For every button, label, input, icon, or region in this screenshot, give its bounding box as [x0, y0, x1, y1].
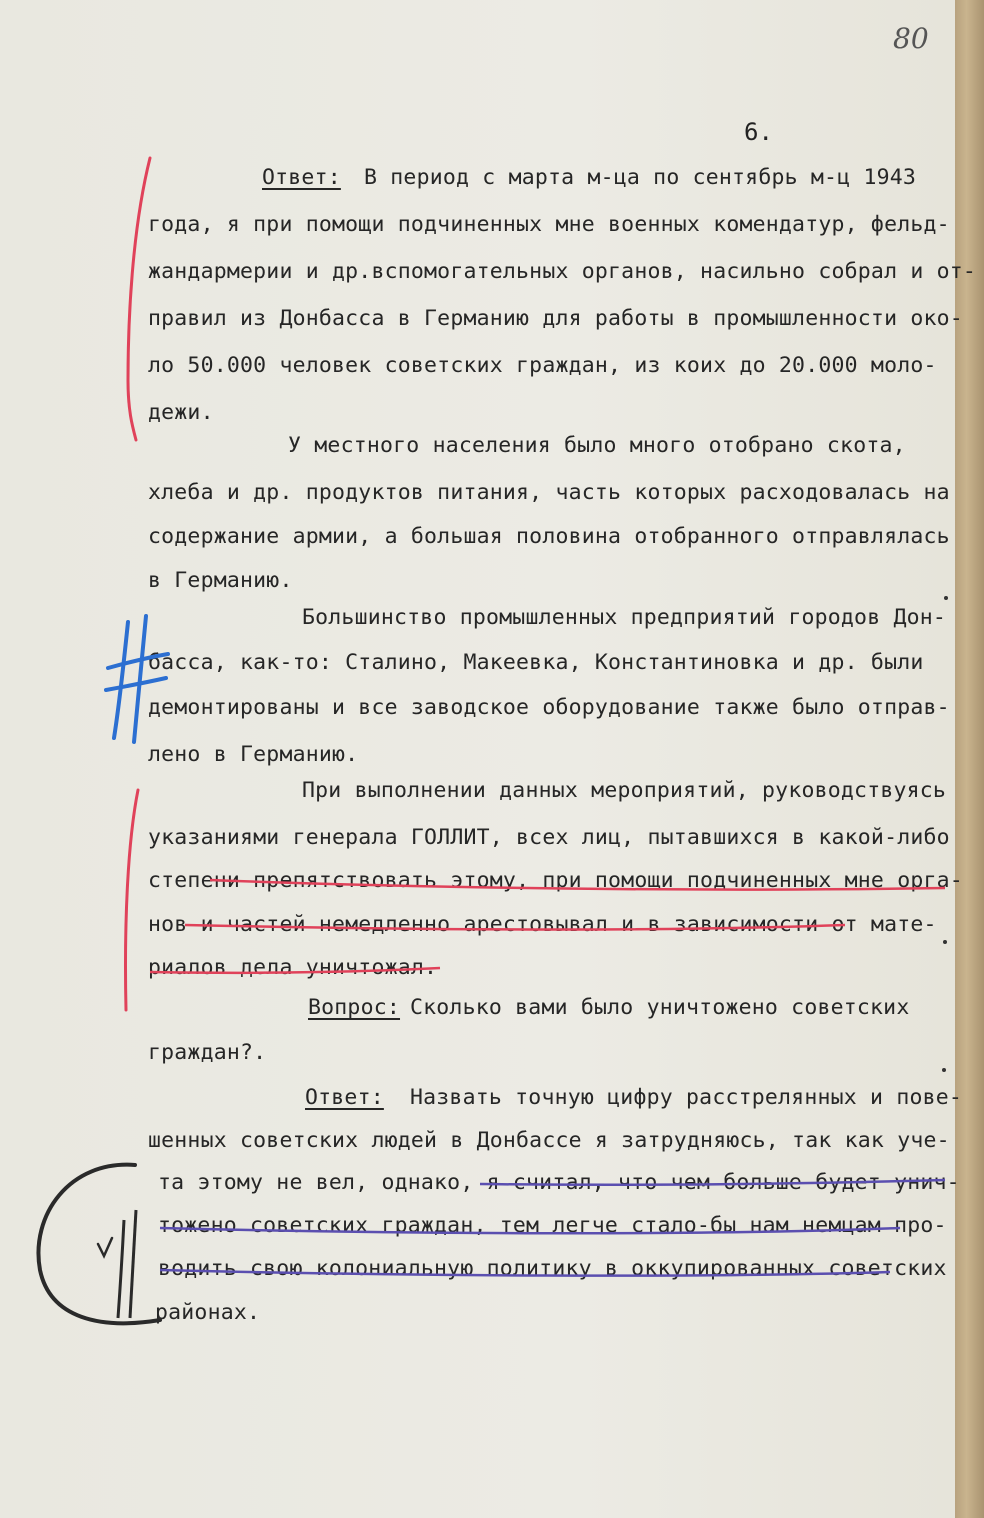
- text-line: нов и частей немедленно арестовывал и в зависимости от мате-: [148, 912, 937, 937]
- text-line: риалов дела уничтожал.: [148, 955, 438, 980]
- text-line: шенных советских людей в Донбассе я затрудняюсь, так как уче-: [148, 1128, 950, 1153]
- text-line: указаниями генерала ГОЛЛИТ, всех лиц, пытавшихся в какой-либо: [148, 825, 950, 850]
- text-line: хлеба и др. продуктов питания, часть которых расходовалась на: [148, 480, 950, 505]
- text-line: тожено советских граждан, тем легче стало-бы нам немцам про-: [158, 1213, 947, 1238]
- text-line: степени препятствовать этому, при помощи подчиненных мне орга-: [148, 868, 963, 893]
- text-line: басса, как-то: Сталино, Макеевка, Константиновка и др. были: [148, 650, 924, 675]
- text-line: правил из Донбасса в Германию для работы в промышленности око-: [148, 306, 963, 331]
- text-line: граждан?.: [148, 1040, 267, 1065]
- text-line: ло 50.000 человек советских граждан, из коих до 20.000 моло-: [148, 353, 937, 378]
- text-line: Сколько вами было уничтожено советских: [410, 995, 910, 1020]
- text-line: районах.: [155, 1300, 261, 1325]
- text-line: В период с марта м-ца по сентябрь м-ц 1943: [364, 165, 917, 190]
- page-number: 6.: [744, 118, 773, 146]
- text-line: Ответ:: [262, 165, 341, 190]
- text-line: Ответ:: [305, 1085, 384, 1110]
- text-line: водить свою колониальную политику в оккупированных советских: [158, 1256, 947, 1281]
- text-line: та этому не вел, однако, я считал, что чем больше будет унич-: [158, 1170, 960, 1195]
- folio-number: 80: [893, 22, 929, 55]
- text-line: лено в Германию.: [148, 742, 359, 767]
- text-line: Назвать точную цифру расстрелянных и пове-: [410, 1085, 963, 1110]
- text-line: жандармерии и др.вспомогательных органов, насильно собрал и от-: [148, 259, 977, 284]
- text-line: содержание армии, а большая половина отобранного отправлялась: [148, 524, 950, 549]
- text-line: При выполнении данных мероприятий, руководствуясь: [302, 778, 947, 803]
- text-line: дежи.: [148, 400, 214, 425]
- text-line: демонтированы и все заводское оборудование также было отправ-: [148, 695, 950, 720]
- text-line: в Германию.: [148, 568, 293, 593]
- text-line: Большинство промышленных предприятий городов Дон-: [302, 605, 947, 630]
- text-line: года, я при помощи подчиненных мне военных комендатур, фельд-: [148, 212, 950, 237]
- binding-edge: [955, 0, 984, 1518]
- text-line: Вопрос:: [308, 995, 401, 1020]
- text-line: У местного населения было много отобрано скота,: [288, 433, 906, 458]
